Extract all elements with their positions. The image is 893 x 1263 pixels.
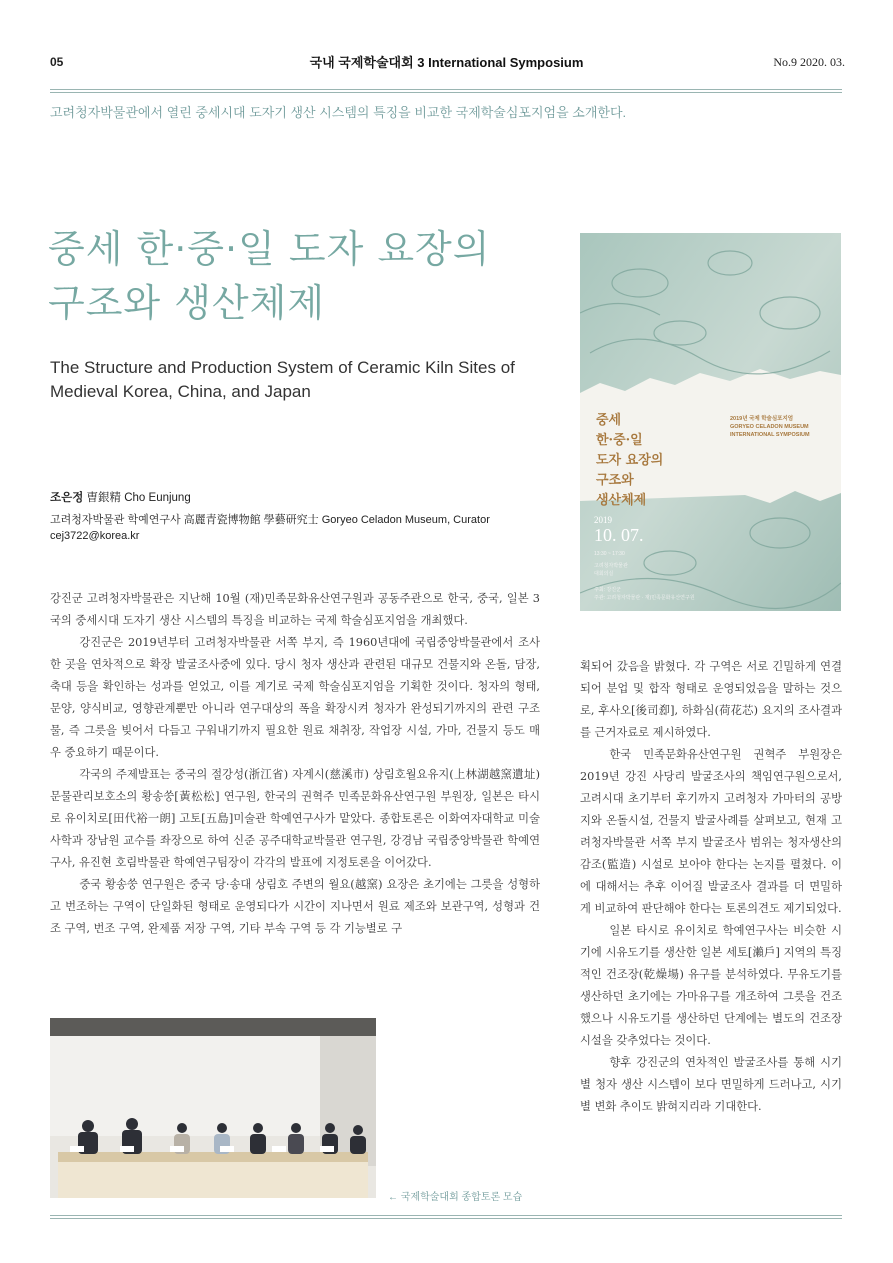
symposium-poster [580, 233, 841, 611]
page-title [48, 222, 568, 330]
poster-date [594, 515, 644, 545]
poster-symposium-label [730, 415, 810, 439]
author-name-rest: 曺銀精 Cho Eunjung [86, 492, 191, 504]
poster-organizer: 주관: 고려청자박물관 · 재)민족문화유산연구원 [594, 595, 695, 601]
page-number: 05 [50, 55, 64, 69]
poster-year: 2019 [594, 515, 612, 525]
subtitle-line-1: The Structure and Production System of Ceramic Kiln Sites of [50, 358, 515, 377]
paragraph: 획되어 갔음을 밝혔다. 각 구역은 서로 긴밀하게 연결되어 분업 및 합작 형태로 운영되었음을 말하는 것으로, 후사오[後司㕁], 하화심(荷花芯) 요지의 조사결과를 근거자료로 제시하였다. [580, 660, 842, 739]
title-line-1: 중세 한·중·일 도자 요장의 [48, 227, 491, 271]
poster-label-line: INTERNATIONAL SYMPOSIUM [730, 432, 810, 438]
poster-day: 10. 07. [594, 525, 644, 545]
poster-title-line: 중세 [596, 413, 622, 428]
footer-rule [50, 1215, 842, 1216]
poster-title-line: 도자 요장의 [596, 453, 664, 468]
paragraph: 강진군은 2019년부터 고려청자박물관 서쪽 부지, 즉 1960년대에 국립중앙박물관에서 조사한 곳을 연차적으로 확장 발굴조사중에 있다. 당시 청자 생산과 관련된 대규모 건물지와 온돌, 담장, 축대 등을 확인하는 성과를 얻었고, 이를 계기로 국제 학술심포지엄을 기획한 것이다. 청자의 형태, 문양, 양식비교, 영향관계뿐만 아니라 연구대상의 폭을 확장시켜 청자가 완성되기까지의 관련 구조물, 즉 그릇을 빚어서 다듬고 구워내기까지 필요한 원료 채취장, 작업장 시설, 가마, 건물지 등도 매우 중요하기 때문이다. [50, 636, 540, 759]
photo-caption: ← 국제학술대회 종합토론 모습 [388, 1192, 523, 1203]
poster-venue: 고려청자박물관 [594, 563, 628, 569]
author-name-ko: 조은정 [50, 492, 84, 504]
symposium-photo [50, 1018, 376, 1198]
issue-label: No.9 2020. 03. [773, 55, 845, 69]
subtitle-line-2: Medieval Korea, China, and Japan [50, 382, 311, 401]
poster-title-line: 구조와 [596, 473, 634, 488]
panel-discussion-image [50, 1018, 376, 1198]
body-column-left [50, 588, 540, 940]
english-subtitle [50, 356, 550, 404]
paragraph: 한국 민족문화유산연구원 권혁주 부원장은 2019년 강진 사당리 발굴조사의 책임연구원으로서, 고려시대 초기부터 후기까지 고려청자 가마터의 공방지와 온돌시설, 건물지 발굴사례를 살펴보고, 현재 고려청자박물관 서쪽 부지 발굴조사 범위는 청자생산의 감조(監造) 시설로 보아야 한다는 논지를 펼쳤다. 이에 대해서는 추후 이어질 발굴조사 결과를 더 면밀하게 비교하여 판단해야 한다는 토론의견도 제기되었다. [580, 748, 842, 915]
poster-host: 주최: 강진군 [594, 587, 621, 593]
body-column-right [580, 656, 842, 1118]
title-line-2: 구조와 생산체제 [48, 281, 326, 325]
poster-label-line: 2019년 국제 학술심포지엄 [730, 416, 794, 422]
footer-rule-2 [50, 1218, 842, 1219]
author-affiliation: 고려청자박물관 학예연구사 高麗青瓷博物館 學藝研究士 Goryeo Celadon Museum, Curator [50, 514, 490, 526]
running-header: 국내 국제학술대회 3 International Symposium [309, 55, 584, 70]
paragraph: 일본 타시로 유이치로 학예연구사는 비슷한 시기에 시유도기를 생산한 일본 세토[瀨戶] 지역의 특징적인 건조장(乾燥場) 유구를 분석하였다. 무유도기를 생산하던 초기에는 가마유구를 개조하여 그릇을 건조했으나 시유도기를 생산하던 단계에는 별도의 건조장 시설을 갖추었다는 것이다. [580, 924, 842, 1047]
lead-text: 고려청자박물관에서 열린 중세시대 도자기 생산 시스템의 특징을 비교한 국제학술심포지엄을 소개한다. [50, 105, 627, 120]
paragraph: 향후 강진군의 연차적인 발굴조사를 통해 시기별 청자 생산 시스템이 보다 면밀하게 드러나고, 시기별 변화 추이도 밝혀지리라 기대한다. [580, 1056, 842, 1113]
paragraph: 각국의 주제발표는 중국의 절강성(浙江省) 자계시(慈溪市) 상림호월요유지(上林湖越窯遺址) 문물관리보호소의 황송쑹[黃松松] 연구원, 한국의 권혁주 민족문화유산연구원 부원장, 일본은 타시로 유이치로[田代裕一朗] 고토[五島]미술관 학예연구사가 맡았다. 종합토론은 이화여자대학교 미술사학과 장남원 교수를 좌장으로 하여 신준 공주대학교박물관 연구원, 강경남 국립중앙박물관 학예연구사, 유진현 호림박물관 학예연구팀장이 각각의 발표에 지정토론을 이어갔다. [50, 768, 540, 869]
poster-time: 13:30 ~ 17:30 [594, 551, 625, 557]
header-rule-2 [50, 92, 842, 93]
author-name [50, 489, 191, 505]
paragraph: 중국 황송쑹 연구원은 중국 당·송대 상림호 주변의 월요(越窯) 요장은 초기에는 그릇을 성형하고 번조하는 구역이 단일화된 형태로 운영되다가 시간이 지나면서 원료 제조와 보관구역, 성형과 건조 구역, 번조 구역, 완제품 저장 구역, 기타 부속 구역 등 각 기능별로 구 [50, 878, 540, 935]
poster-title [596, 411, 663, 511]
header-rule [50, 89, 842, 90]
author-email: cej3722@korea.kr [50, 530, 140, 542]
poster-venue-room: 대회의실 [594, 571, 614, 577]
poster-title-line: 생산체제 [596, 493, 647, 508]
poster-title-line: 한·중·일 [596, 433, 643, 448]
poster-label-line: GORYEO CELADON MUSEUM [730, 424, 809, 430]
paragraph: 강진군 고려청자박물관은 지난해 10월 (재)민족문화유산연구원과 공동주관으로 한국, 중국, 일본 3국의 중세시대 도자기 생산 시스템의 특징을 비교하는 국제 학술심포지엄을 개최했다. [50, 592, 540, 627]
